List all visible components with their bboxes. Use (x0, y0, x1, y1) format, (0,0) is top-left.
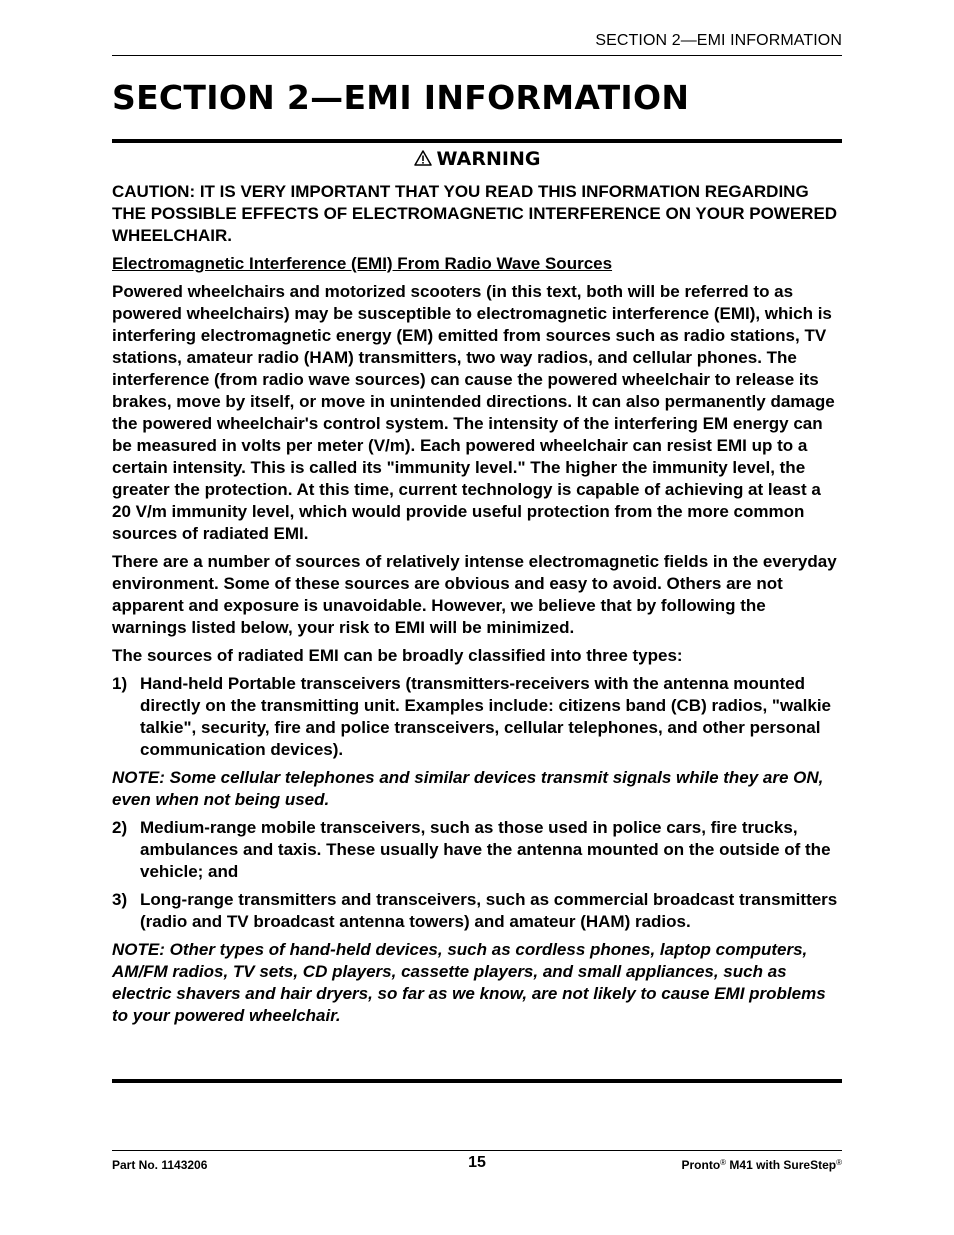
subheading: Electromagnetic Interference (EMI) From Radio Wave Sources (112, 254, 613, 273)
footer-part-number: Part No. 1143206 (112, 1158, 208, 1172)
warning-top-rule (112, 139, 842, 143)
registered-mark: ® (836, 1158, 842, 1167)
footer-rule (112, 1150, 842, 1151)
list-item-number: 2) (112, 818, 128, 837)
list-item (112, 817, 842, 883)
list-item-text: Long-range transmitters and transceivers, such as commercial broadcast transmitters (radio and TV broadcast antenna towers) and amateur (HAM) radios. (140, 890, 838, 931)
warning-bottom-rule (112, 1079, 842, 1083)
list-item-text: Hand-held Portable transceivers (transmitters-receivers with the antenna mounted directly on the transmitting unit. Examples include: citizens band (CB) radios, "walkie talkie", security, fire and police transceivers, cellular telephones, and other personal communication devices). (140, 674, 832, 759)
list-item (112, 673, 842, 761)
registered-mark: ® (720, 1158, 727, 1167)
product-name-2: M41 with SureStep (729, 1158, 837, 1172)
caution-text: CAUTION: IT IS VERY IMPORTANT THAT YOU READ THIS INFORMATION REGARDING THE POSSIBLE EFFECTS OF ELECTROMAGNETIC INTERFERENCE ON YOUR POWERED WHEELCHAIR. (112, 182, 838, 245)
page-title: SECTION 2—EMI INFORMATION (112, 78, 690, 117)
paragraph-classification: The sources of radiated EMI can be broadly classified into three types: (112, 646, 683, 665)
footer-product-name (681, 1158, 842, 1172)
warning-label: WARNING (436, 148, 541, 170)
warning-heading (112, 148, 842, 170)
warning-triangle-icon (414, 150, 432, 166)
running-header: SECTION 2—EMI INFORMATION (595, 32, 842, 49)
page-number: 15 (468, 1154, 486, 1171)
paragraph-sources: There are a number of sources of relatively intense electromagnetic fields in the everyday environment. Some of these sources are obvious and easy to avoid. Others are not apparent and exposure is unavoidable. However, we believe that by following the warnings listed below, your risk to EMI will be minimized. (112, 552, 837, 637)
product-name-1: Pronto (681, 1158, 721, 1172)
list-item-number: 1) (112, 674, 128, 693)
list-item-text: Medium-range mobile transceivers, such as those used in police cars, fire trucks, ambulances and taxis. These usually have the antenna mounted on the outside of the vehicle; and (140, 818, 831, 881)
warning-body (112, 181, 842, 1033)
list-item-number: 3) (112, 890, 128, 909)
list-item (112, 889, 842, 933)
header-rule (112, 55, 842, 56)
paragraph-emi-intro: Powered wheelchairs and motorized scooters (in this text, both will be referred to as powered wheelchairs) may be susceptible to electromagnetic interference (EMI), which is interfering electromagnetic energy (EM) emitted from sources such as radio stations, TV stations, amateur radio (HAM) transmitters, two way radios, and cellular phones. The interference (from radio wave sources) can cause the powered wheelchair to release its brakes, move by itself, or move in unintended directions. It can also permanently damage the powered wheelchair's control system. The intensity of the interfering EM energy can be measured in volts per meter (V/m). Each powered wheelchair can resist EMI up to a certain intensity. This is called its "immunity level." The higher the immunity level, the greater the protection. At this time, current technology is capable of achieving at least a 20 V/m immunity level, which would provide useful protection from the more common sources of radiated EMI. (112, 282, 835, 543)
note-other-devices: NOTE: Other types of hand-held devices, such as cordless phones, laptop computers, AM/FM radios, TV sets, CD players, cassette players, and small appliances, such as electric shavers and hair dryers, so far as we know, are not likely to cause EMI problems to your powered wheelchair. (112, 940, 826, 1025)
document-page (112, 0, 842, 1235)
note-cellular: NOTE: Some cellular telephones and similar devices transmit signals while they are ON, even when not being used. (112, 768, 824, 809)
